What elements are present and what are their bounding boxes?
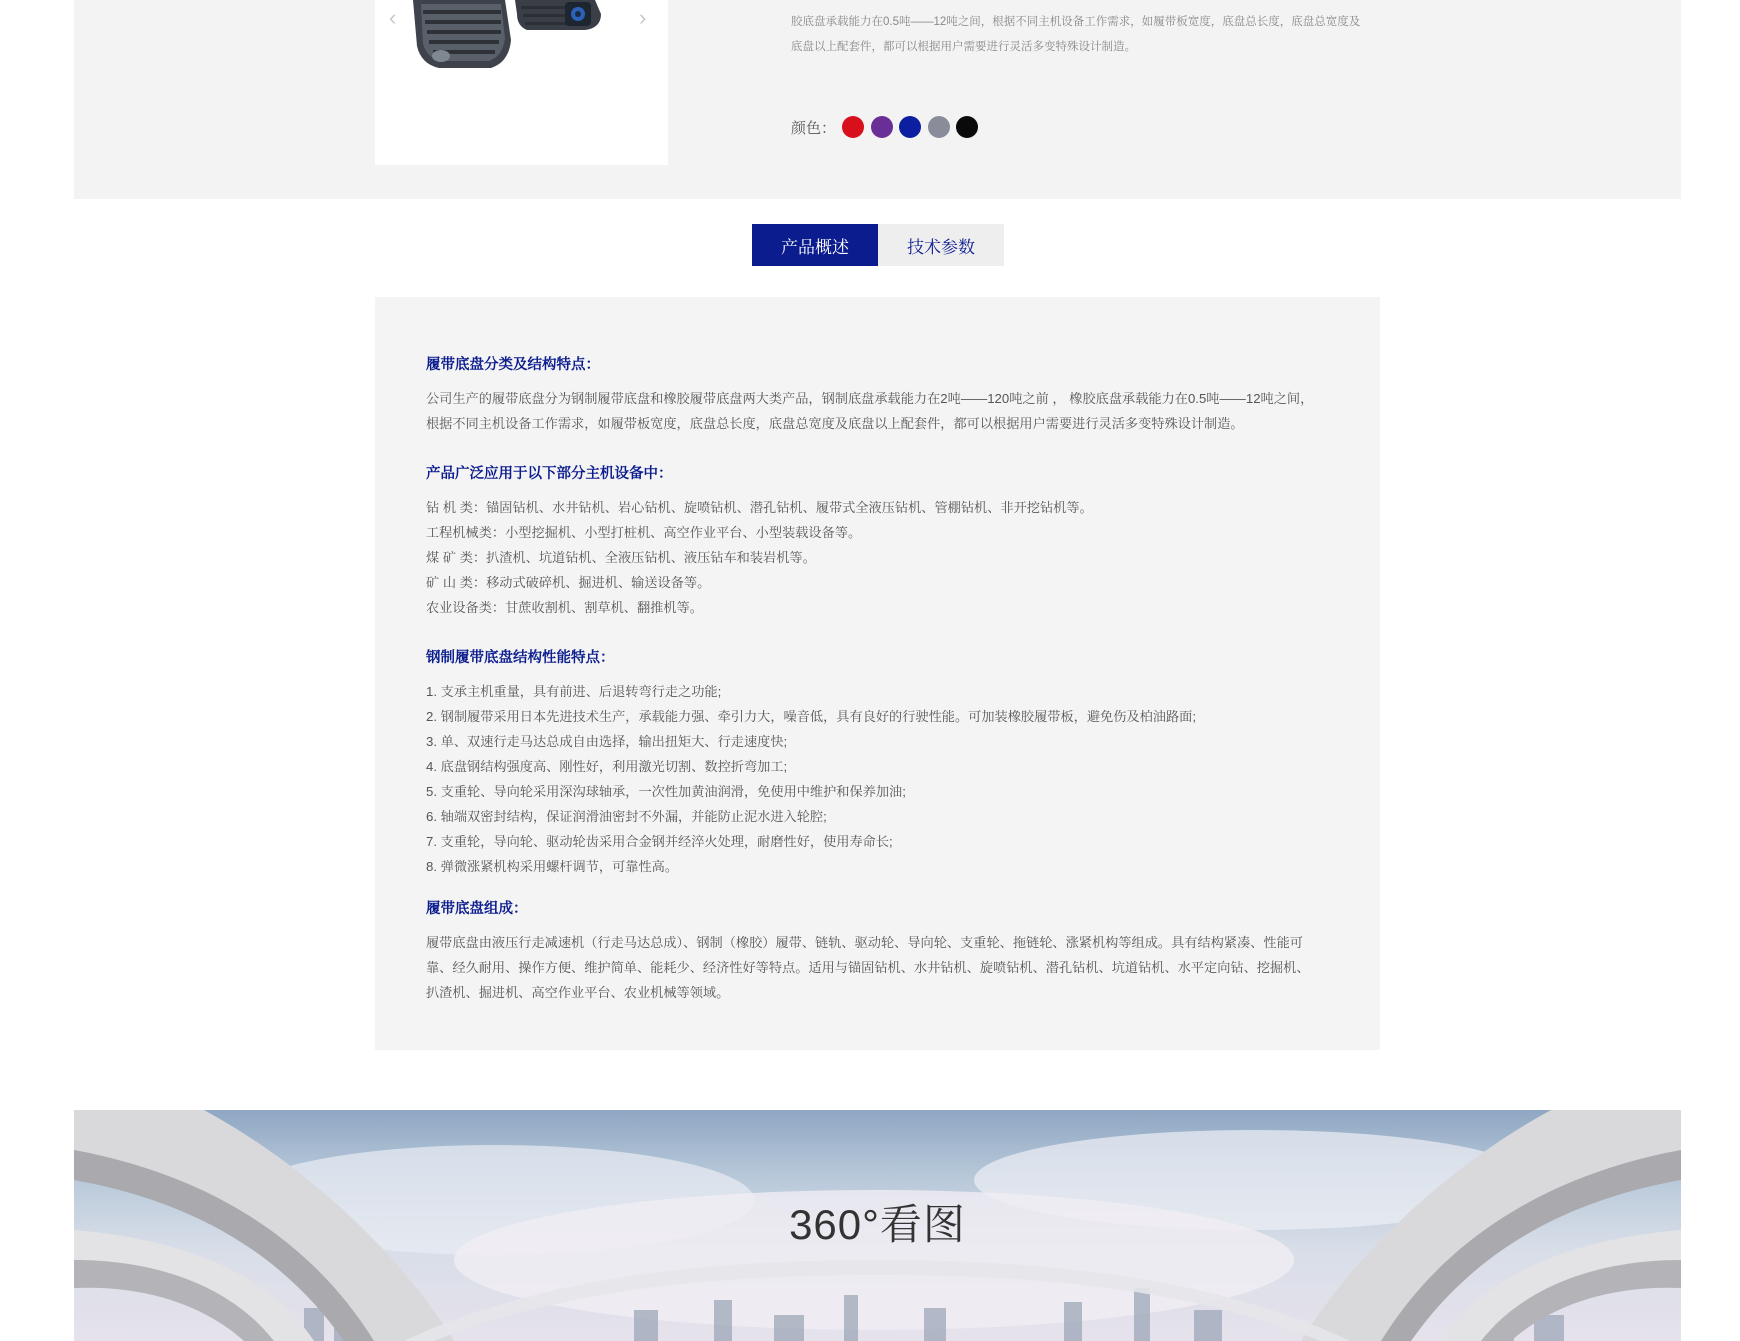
tab-technical-parameters[interactable]: 技术参数: [878, 224, 1004, 266]
body-line: 5. 支重轮、导向轮采用深沟球轴承，一次性加黄油润滑，免使用中维护和保养加油;: [426, 784, 906, 799]
section-title-steel-features: 钢制履带底盘结构性能特点：: [426, 650, 615, 666]
color-label: 颜色：: [791, 119, 837, 137]
product-image-gallery[interactable]: [375, 0, 668, 165]
gallery-prev-arrow-icon[interactable]: ‹: [389, 5, 397, 30]
color-swatch-black[interactable]: [956, 116, 978, 138]
tab-product-overview[interactable]: 产品概述: [752, 224, 878, 266]
product-description-line: 底盘以上配套件，都可以根据用户需要进行灵活多变特殊设计制造。: [791, 41, 1136, 53]
section-title-classification: 履带底盘分类及结构特点：: [426, 357, 600, 373]
body-line: 扒渣机、掘进机、高空作业平台、农业机械等领域。: [426, 985, 730, 1000]
body-line: 煤 矿 类：扒渣机、坑道钻机、全液压钻机、液压钻车和装岩机等。: [426, 550, 816, 565]
body-line: 钻 机 类：锚固钻机、水井钻机、岩心钻机、旋喷钻机、潜孔钻机、履带式全液压钻机、管棚钻机、非开挖钻机等。: [426, 500, 1093, 515]
body-line: 工程机械类：小型挖掘机、小型打桩机、高空作业平台、小型装载设备等。: [426, 525, 862, 540]
body-line: 靠、经久耐用、操作方便、维护简单、能耗少、经济性好等特点。适用与锚固钻机、水井钻机、旋喷钻机、潜孔钻机、坑道钻机、水平定向钻、挖掘机、: [426, 960, 1310, 975]
body-line: 农业设备类：甘蔗收割机、割草机、翻推机等。: [426, 600, 703, 615]
color-options: [791, 116, 985, 138]
product-tabs: [752, 224, 1004, 266]
product-overview-panel: [375, 297, 1380, 1050]
section-title-composition: 履带底盘组成：: [426, 901, 528, 917]
color-swatch-blue[interactable]: [899, 116, 921, 138]
body-line: 3. 单、双速行走马达总成自由选择，输出扭矩大、行走速度快;: [426, 734, 788, 749]
body-line: 矿 山 类：移动式破碎机、掘进机、输送设备等。: [426, 575, 711, 590]
color-swatch-purple[interactable]: [871, 116, 893, 138]
body-line: 公司生产的履带底盘分为钢制履带底盘和橡胶履带底盘两大类产品，钢制底盘承载能力在2吨——120吨之前 ， 橡胶底盘承载能力在0.5吨——12吨之间，: [426, 391, 1314, 406]
body-line: 2. 钢制履带采用日本先进技术生产，承载能力强、牵引力大，噪音低，具有良好的行驶性能。可加装橡胶履带板，避免伤及柏油路面;: [426, 709, 1197, 724]
body-line: 履带底盘由液压行走减速机（行走马达总成）、钢制（橡胶）履带、链轨、驱动轮、导向轮、支重轮、拖链轮、涨紧机构等组成。具有结构紧凑、性能可: [426, 935, 1303, 950]
crawler-chassis-image: [375, 0, 668, 165]
body-line: 根据不同主机设备工作需求，如履带板宽度，底盘总长度，底盘总宽度及底盘以上配套件，都可以根据用户需要进行灵活多变特殊设计制造。: [426, 416, 1244, 431]
body-line: 7. 支重轮，导向轮、驱动轮齿采用合金钢并经淬火处理，耐磨性好，使用寿命长;: [426, 834, 893, 849]
section-body-applications: [426, 495, 1346, 620]
body-line: 1. 支承主机重量，具有前进、后退转弯行走之功能;: [426, 684, 722, 699]
product-description: [791, 10, 1381, 60]
section-body-composition: [426, 930, 1346, 1005]
color-swatch-red[interactable]: [842, 116, 864, 138]
product-description-line: 胶底盘承载能力在0.5吨——12吨之间，根据不同主机设备工作需求，如履带板宽度，底盘总长度，底盘总宽度及: [791, 16, 1361, 28]
section-body-classification: [426, 386, 1346, 436]
color-swatch-gray[interactable]: [928, 116, 950, 138]
body-line: 4. 底盘钢结构强度高、刚性好，利用激光切割、数控折弯加工;: [426, 759, 788, 774]
body-line: 6. 轴端双密封结构，保证润滑油密封不外漏，并能防止泥水进入轮腔;: [426, 809, 827, 824]
section-body-steel-features: [426, 679, 1346, 879]
view-360-banner[interactable]: [74, 1110, 1681, 1341]
body-line: 8. 弹微涨紧机构采用螺杆调节，可靠性高。: [426, 859, 679, 874]
section-title-applications: 产品广泛应用于以下部分主机设备中：: [426, 466, 673, 482]
gallery-next-arrow-icon[interactable]: ›: [639, 5, 647, 30]
banner-title: 360°看图: [789, 1201, 966, 1248]
